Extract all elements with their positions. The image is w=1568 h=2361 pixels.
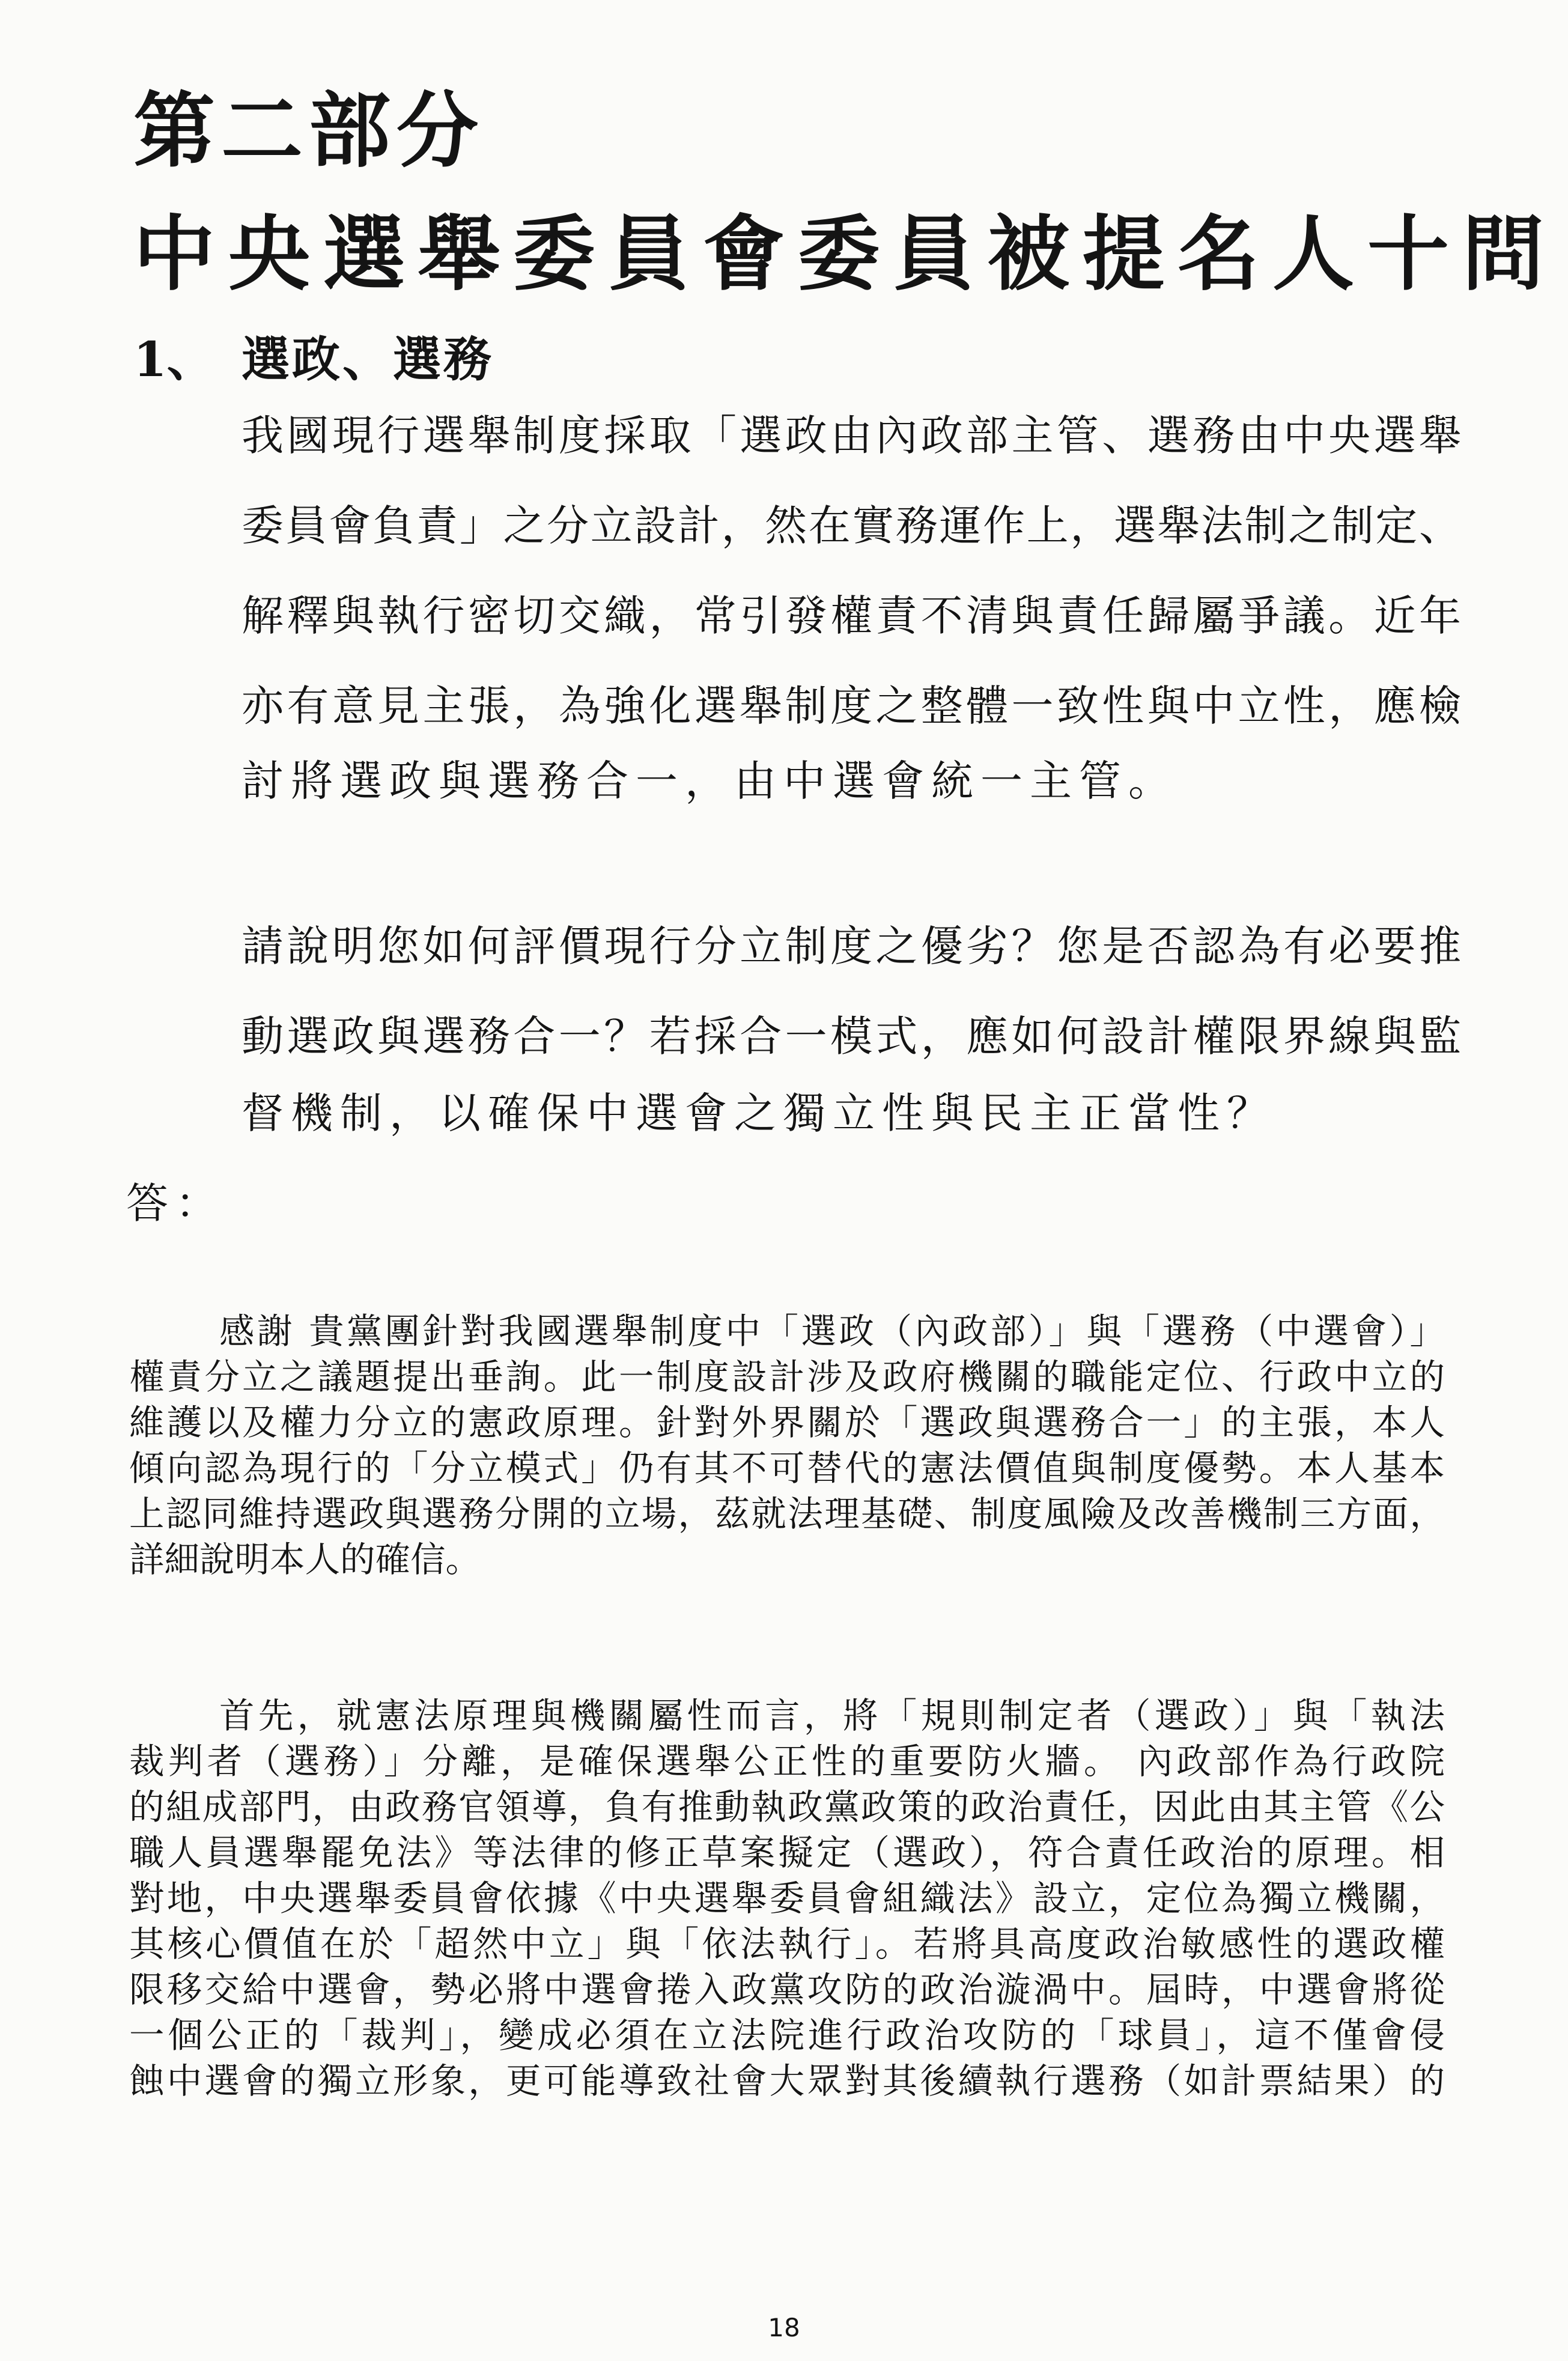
paragraph-line: 詳細說明本人的確信。 bbox=[129, 1539, 481, 1580]
question-prompt-line: 督機制，以確保中選會之獨立性與民主正當性？ bbox=[242, 1089, 1276, 1138]
paragraph-line: 一個公正的「裁判」，變成必須在立法院進行政治攻防的「球員」，這不僅會侵 bbox=[129, 2015, 1445, 2056]
question-background-line: 討將選政與選務合一，由中選會統一主管。 bbox=[242, 756, 1178, 806]
main-title: 中央選舉委員會委員被提名人十問 bbox=[133, 206, 1557, 302]
answer-label: 答： bbox=[126, 1179, 225, 1228]
paragraph-line: 其核心價值在於「超然中立」與「依法執行」。若將具高度政治敏感性的選政權 bbox=[129, 1924, 1445, 1964]
paragraph-line: 職人員選舉罷免法》等法律的修正草案擬定（選政），符合責任政治的原理。相 bbox=[129, 1832, 1445, 1873]
question-number: 1、 bbox=[133, 331, 215, 387]
question-background-line: 亦有意見主張，為強化選舉制度之整體一致性與中立性，應檢 bbox=[242, 681, 1461, 731]
paragraph-line: 上認同維持選政與選務分開的立場，茲就法理基礎、制度風險及改善機制三方面， bbox=[129, 1493, 1445, 1534]
paragraph-line: 權責分立之議題提出垂詢。此一制度設計涉及政府機關的職能定位、行政中立的 bbox=[129, 1357, 1445, 1397]
answer-paragraph-1 bbox=[129, 1308, 1445, 1582]
paragraph-line: 傾向認為現行的「分立模式」仍有其不可替代的憲法價值與制度優勢。本人基本 bbox=[129, 1448, 1445, 1489]
question-background-line: 我國現行選舉制度採取「選政由內政部主管、選務由中央選舉 bbox=[242, 411, 1461, 460]
paragraph-line: 裁判者（選務）」分離，是確保選舉公正性的重要防火牆。 內政部作為行政院 bbox=[129, 1741, 1445, 1782]
question-prompt-line: 動選政與選務合一？若採合一模式，應如何設計權限界線與監 bbox=[242, 1012, 1461, 1061]
answer-paragraph-2 bbox=[129, 1693, 1445, 2104]
paragraph-line: 對地，中央選舉委員會依據《中央選舉委員會組織法》設立，定位為獨立機關， bbox=[129, 1878, 1445, 1919]
paragraph-line: 感謝 貴黨團針對我國選舉制度中「選政（內政部）」與「選務（中選會）」 bbox=[219, 1311, 1445, 1352]
question-title: 選政、選務 bbox=[242, 331, 494, 387]
paragraph-line: 首先，就憲法原理與機關屬性而言，將「規則制定者（選政）」與「執法 bbox=[219, 1695, 1445, 1736]
paragraph-line: 的組成部門，由政務官領導，負有推動執政黨政策的政治責任，因此由其主管《公 bbox=[129, 1787, 1445, 1828]
part-title: 第二部分 bbox=[133, 83, 484, 179]
paragraph-line: 維護以及權力分立的憲政原理。針對外界關於「選政與選務合一」的主張，本人 bbox=[129, 1402, 1445, 1443]
page-number: 18 bbox=[768, 2313, 800, 2342]
paragraph-line: 蝕中選會的獨立形象，更可能導致社會大眾對其後續執行選務（如計票結果）的 bbox=[129, 2061, 1445, 2101]
question-prompt-line: 請說明您如何評價現行分立制度之優劣？您是否認為有必要推 bbox=[242, 922, 1461, 971]
paragraph-line: 限移交給中選會，勢必將中選會捲入政黨攻防的政治漩渦中。屆時，中選會將從 bbox=[129, 1969, 1445, 2010]
question-background-line: 委員會負責」之分立設計，然在實務運作上，選舉法制之制定、 bbox=[242, 501, 1461, 550]
question-background-line: 解釋與執行密切交織，常引發權責不清與責任歸屬爭議。近年 bbox=[242, 591, 1461, 640]
